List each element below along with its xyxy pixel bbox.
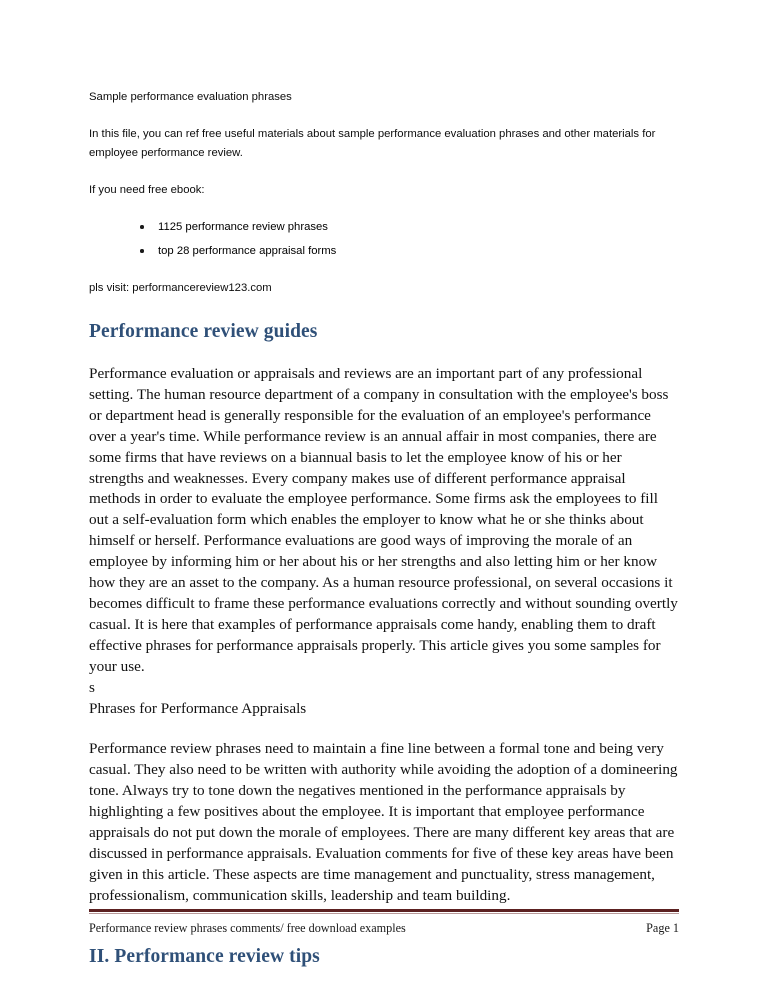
document-content [89, 88, 677, 969]
footer-left-text: Performance review phrases comments/ free download examples [89, 921, 406, 935]
footer-row [89, 920, 679, 936]
list-item: 1125 performance review phrases [89, 217, 677, 237]
ebook-list [89, 217, 677, 261]
ebook-prompt: If you need free ebook: [89, 184, 205, 196]
visit-block [89, 279, 677, 298]
footer-divider-thin [89, 913, 679, 914]
footer-divider [89, 909, 679, 912]
section-paragraph-phrases: Performance review phrases need to maintain a fine line between a formal tone and being very casual. They also need to be written with authority while avoiding the adoption of a domineering tone. Always try to tone down the negatives mentioned in the performance appraisals by highlighting a few positives about the employee. It is important that employee performance appraisals do not put down the morale of employees. There are many different key areas that are discussed in performance appraisals. Evaluation comments for five of these key areas have been given in this article. These aspects are time management and punctuality, stress management, professionalism, communication skills, leadership and team building. [89, 740, 678, 904]
page-footer [89, 909, 679, 936]
page-number: Page 1 [646, 921, 679, 935]
document-title: Sample performance evaluation phrases [89, 91, 292, 103]
intro-paragraph: In this file, you can ref free useful materials about sample performance evaluation phrases and other materials for employee performance review. [89, 128, 656, 159]
section-paragraph-guides: Performance evaluation or appraisals and reviews are an important part of any professional setting. The human resource department of a company in consultation with the employee's boss or department head is generally responsible for the evaluation of an employee's performance over a year's time. While performance review is an annual affair in most companies, there are some firms that have reviews on a biannual basis to let the employee know of his or her strengths and weaknesses. Every company makes use of different performance appraisal methods in order to evaluate the employee performance. Some firms ask the employees to fill out a self-evaluation form which enables the employer to know what he or she thinks about himself or herself. Performance evaluations are good ways of improving the morale of an employee by informing him or her about his or her strengths and also letting him or her know how they are an asset to the company. As a human resource professional, on several occasions it becomes difficult to frame these performance evaluations correctly and without sounding overtly casual. It is here that examples of performance appraisals come handy, enabling them to draft effective phrases for performance appraisals properly. This article gives you some samples for your use. [89, 365, 678, 675]
visit-line: pls visit: performancereview123.com [89, 282, 272, 294]
intro-block [89, 88, 677, 200]
subheading-phrases-for-performance-appraisals: Phrases for Performance Appraisals [89, 699, 307, 717]
section-heading-performance-review-tips: II. Performance review tips [89, 945, 320, 967]
list-item: top 28 performance appraisal forms [89, 241, 677, 261]
stray-character: s [89, 678, 95, 696]
section-heading-performance-review-guides: Performance review guides [89, 321, 318, 342]
